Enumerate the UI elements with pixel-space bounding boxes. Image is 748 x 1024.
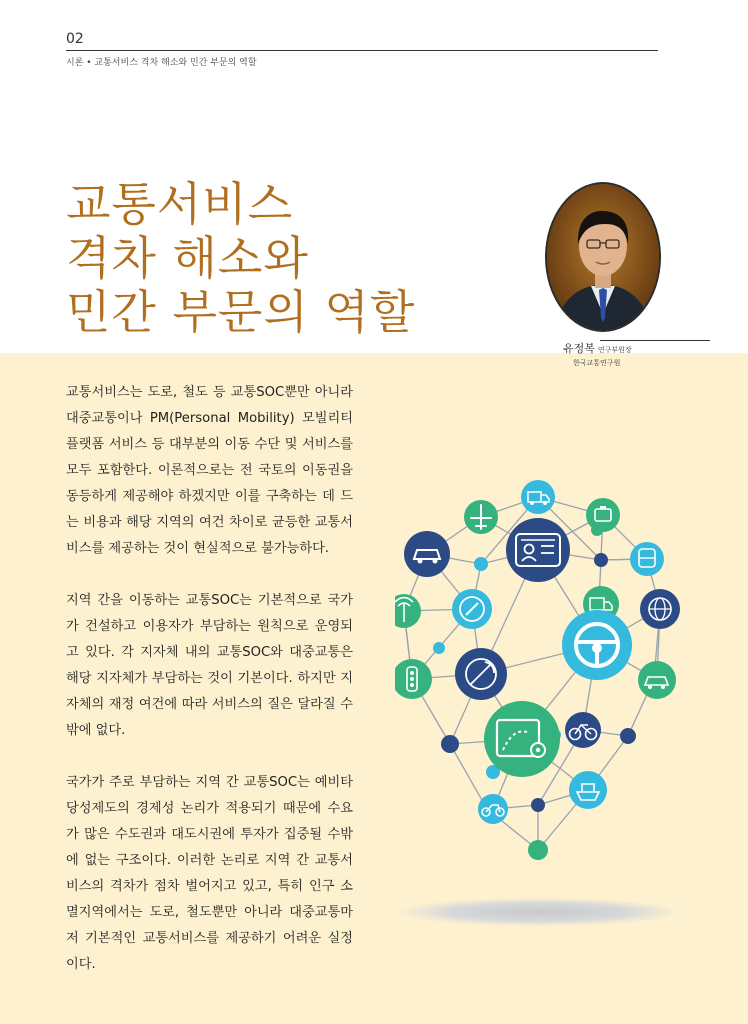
truck-icon <box>521 480 555 514</box>
id-card-icon <box>506 518 570 582</box>
engine-icon <box>586 498 620 532</box>
title-line-3: 민간 부문의 역할 <box>66 285 416 339</box>
globe-icon <box>640 589 680 629</box>
portrait-image <box>547 184 659 330</box>
body-paragraph: 지역 간을 이동하는 교통SOC는 기본적으로 국가가 건설하고 이용자가 부담하는 원칙으로 운영되고 있다. 각 지자체 내의 교통SOC와 대중교통은 해당 지자체가 부담하는 것이 기본이다. 하지만 지자체의 재정 여건에 따라 서비스의 질은 달라질 수밖에 없다. <box>66 593 353 738</box>
ship-icon <box>569 771 607 809</box>
electric-car-icon <box>638 661 676 699</box>
title-line-1: 교통서비스 <box>66 177 294 231</box>
author-position: 연구부원장 <box>597 346 632 354</box>
title-line-2: 격차 해소와 <box>66 231 309 285</box>
illustration-shadow <box>400 898 678 926</box>
car-icon <box>404 531 450 577</box>
steering-wheel-icon <box>562 610 632 680</box>
article-body <box>66 380 353 1004</box>
author-name: 유정복 <box>563 342 595 355</box>
body-paragraph: 국가가 주로 부담하는 지역 간 교통SOC는 예비타당성제도의 경제성 논리가 적용되기 때문에 수요가 많은 수도권과 대도시권에 투자가 집중될 수밖에 없는 구조이다. 이러한 논리로 지역 간 교통서비스의 격차가 점차 벌어지고 있고, 특히 인구 소멸지역에서는 도로, 철도뿐만 아니라 대중교통마저 기본적인 교통서비스를 제공하기 어려운 실정이다. <box>66 775 353 972</box>
author-organization: 한국교통연구원 <box>573 359 621 367</box>
transport-network-illustration <box>395 480 695 880</box>
motorcycle-icon <box>478 794 508 824</box>
traffic-light-icon <box>395 659 432 699</box>
page-number: 02 <box>66 31 84 47</box>
body-paragraph: 교통서비스는 도로, 철도 등 교통SOC뿐만 아니라 대중교통이나 PM(Personal Mobility) 모빌리티 플랫폼 서비스 등 대부분의 이동 수단 및 서비스를 모두 포함한다. 이론적으로는 전 국토의 이동권을 동등하게 제공해야 하겠지만 이를 구축하는 데 드는 비용과 해당 지역의 여건 차이로 균등한 교통서비스를 제공하는 것이 현실적으로 불가능하다. <box>66 385 353 556</box>
breadcrumb: 시론 • 교통서비스 격차 해소와 민간 부문의 역할 <box>66 58 257 68</box>
airplane-icon <box>464 500 498 534</box>
article-title <box>66 177 415 339</box>
bus-icon <box>630 542 664 576</box>
author-line <box>563 340 632 356</box>
satellite-dish-icon <box>455 648 507 700</box>
cell-tower-icon <box>395 594 421 628</box>
header-rule <box>66 50 658 51</box>
map-route-icon <box>484 701 560 777</box>
compass-icon <box>452 589 492 629</box>
bicycle-icon <box>565 712 601 748</box>
author-portrait <box>545 182 661 332</box>
